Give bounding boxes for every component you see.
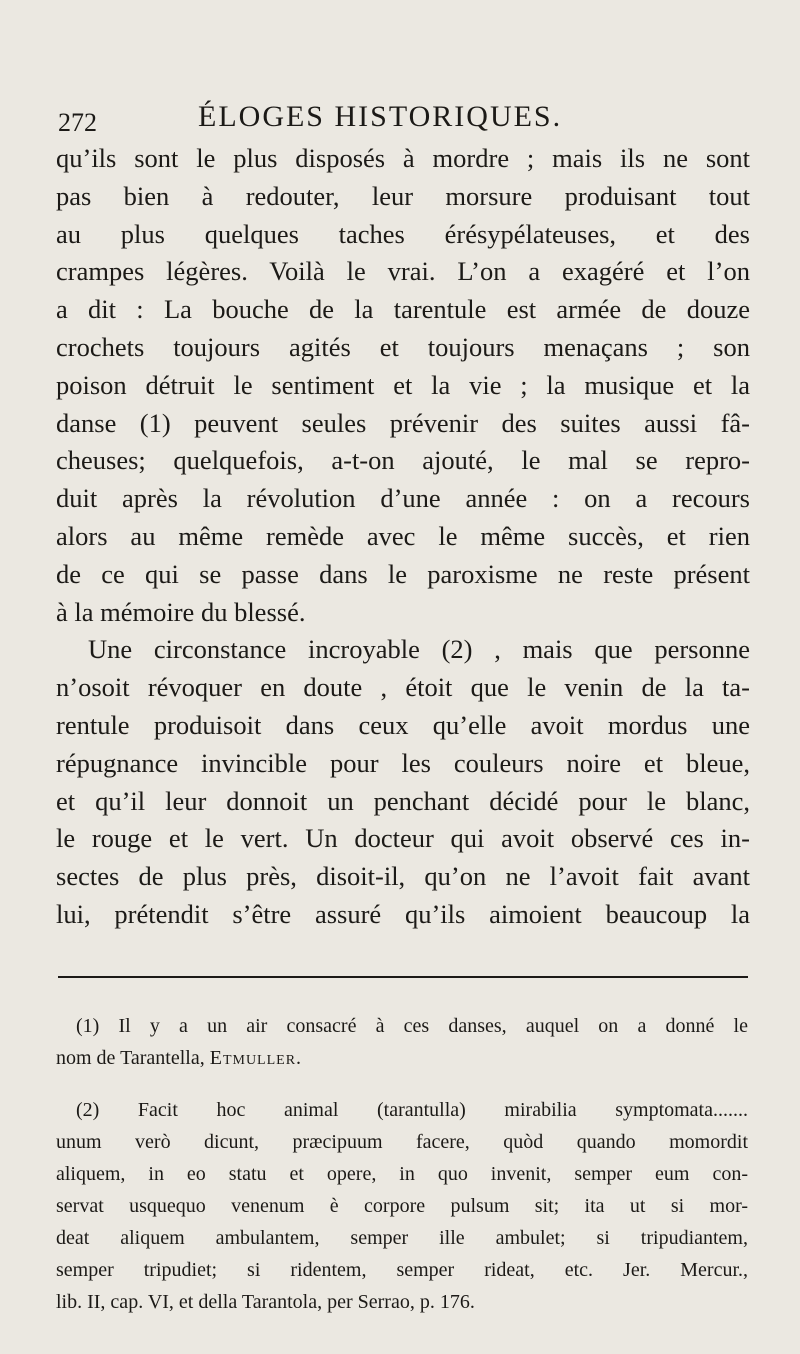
- text-line: alors au même remède avec le même succès, et rien: [56, 520, 750, 551]
- footnote-line: unum verò dicunt, præcipuum facere, quòd quando momordit: [56, 1131, 748, 1153]
- footnote-line: lib. II, cap. VI, et della Tarantola, per Serrao, p. 176.: [56, 1291, 475, 1313]
- text-line: crochets toujours agités et toujours menaçans ; son: [56, 331, 750, 362]
- text-line: rentule produisoit dans ceux qu’elle avoit mordus une: [56, 709, 750, 740]
- text-line: sectes de plus près, disoit-il, qu’on ne l’avoit fait avant: [56, 861, 750, 892]
- text-line: au plus quelques taches érésypélateuses, et des: [56, 218, 750, 249]
- running-title: ÉLOGES HISTORIQUES.: [198, 100, 563, 133]
- footnote-line: (2) Facit hoc animal (tarantulla) mirabilia symptomata.......: [76, 1099, 748, 1121]
- body-text: [56, 140, 750, 934]
- page-number: 272: [58, 108, 97, 137]
- text-line: et qu’il leur donnoit un penchant décidé pour le blanc,: [56, 785, 750, 816]
- text-line: duit après la révolution d’une année : on a recours: [56, 483, 750, 514]
- footnotes: [56, 1010, 748, 1318]
- footnote-1: [56, 1010, 748, 1074]
- text-line: danse (1) peuvent seules prévenir des suites aussi fâ-: [56, 407, 750, 438]
- footnote-line: (1) Il y a un air consacré à ces danses, auquel on a donné le: [76, 1015, 748, 1037]
- page-header: [58, 100, 758, 140]
- footnote-line: [56, 1042, 748, 1074]
- text-line: pas bien à redouter, leur morsure produisant tout: [56, 180, 750, 211]
- footnote-divider: [58, 976, 748, 978]
- footnote-author: Etmuller.: [209, 1047, 303, 1069]
- footnote-2: [56, 1094, 748, 1318]
- text-line: répugnance invincible pour les couleurs noire et bleue,: [56, 747, 750, 778]
- text-line: lui, prétendit s’être assuré qu’ils aimoient beaucoup la: [56, 898, 750, 929]
- footnote-text: nom de Tarantella,: [56, 1047, 210, 1069]
- text-line: qu’ils sont le plus disposés à mordre ; mais ils ne sont: [56, 143, 750, 173]
- text-line: crampes légères. Voilà le vrai. L’on a exagéré et l’on: [56, 256, 750, 287]
- text-line: à la mémoire du blessé.: [56, 596, 306, 627]
- paragraph-start-line: Une circonstance incroyable (2) , mais que personne: [88, 634, 750, 665]
- text-line: a dit : La bouche de la tarentule est armée de douze: [56, 294, 750, 325]
- text-line: le rouge et le vert. Un docteur qui avoit observé ces in-: [56, 823, 750, 854]
- text-line: de ce qui se passe dans le paroxisme ne reste présent: [56, 558, 750, 589]
- text-line: n’osoit révoquer en doute , étoit que le venin de la ta-: [56, 672, 750, 703]
- footnote-line: servat usquequo venenum è corpore pulsum sit; ita ut si mor-: [56, 1195, 748, 1217]
- text-line: poison détruit le sentiment et la vie ; la musique et la: [56, 369, 750, 400]
- footnote-line: aliquem, in eo statu et opere, in quo invenit, semper eum con-: [56, 1163, 748, 1185]
- footnote-line: semper tripudiet; si ridentem, semper rideat, etc. Jer. Mercur.,: [56, 1259, 748, 1281]
- footnote-line: deat aliquem ambulantem, semper ille ambulet; si tripudiantem,: [56, 1227, 748, 1249]
- text-line: cheuses; quelquefois, a-t-on ajouté, le mal se repro-: [56, 445, 750, 476]
- footnote-gap: [56, 1074, 748, 1094]
